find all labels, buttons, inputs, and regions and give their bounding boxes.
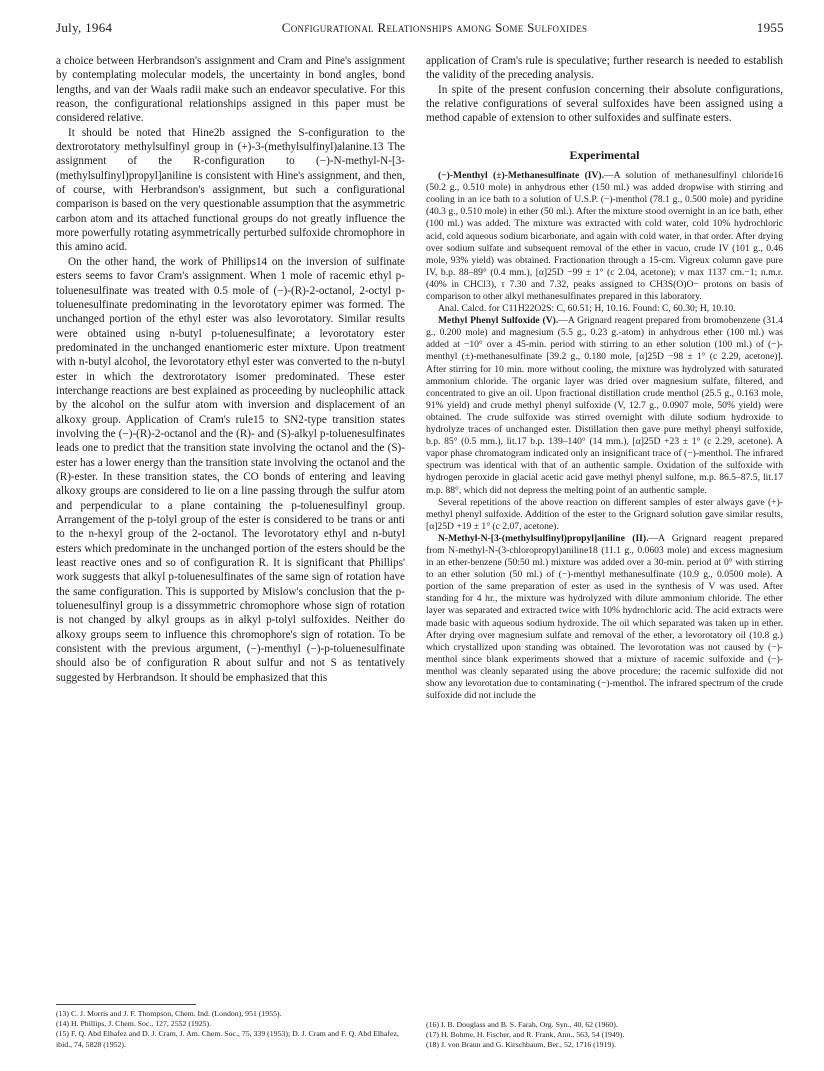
footnote: (14) H. Phillips, J. Chem. Soc., 127, 2552 (1925). bbox=[56, 1019, 212, 1029]
right-paragraph-1: application of Cram's rule is speculative; further research is needed to establish the validity of the preceding analysis. bbox=[426, 55, 783, 82]
experiment-heading: N-Methyl-N-[3-(methylsulfinyl)propyl]aniline (II). bbox=[438, 532, 649, 544]
footnote: (17) H. Bohme, H. Fischer, and R. Frank, Ann., 563, 54 (1949). bbox=[426, 1030, 625, 1040]
right-paragraph-2: In spite of the present confusion concerning their absolute configurations, the relative configurations of several sulfoxides have been assigned using a method capable of extension to other sulfoxides and sulfinate esters. bbox=[426, 83, 783, 125]
experiment-heading: (−)-Menthyl (±)-Methanesulfinate (IV). bbox=[438, 170, 605, 182]
header-running-title: Configurational Relationships among Some Sulfoxides bbox=[281, 20, 588, 35]
footnote: (16) I. B. Douglass and B. S. Farah, Org. Syn., 40, 62 (1960). bbox=[426, 1020, 618, 1029]
experiment-methylsulfinyl-propyl-aniline bbox=[426, 533, 783, 702]
experiment-analysis: Anal. Calcd. for C11H22O2S: C, 60.51; H, 10.16. Found: C, 60.30; H, 10.10. bbox=[438, 303, 736, 315]
footnote-rule bbox=[56, 1004, 196, 1005]
experimental-section bbox=[426, 170, 783, 702]
footnotes-right bbox=[426, 1020, 783, 1051]
footnote: (13) C. J. Morris and J. F. Thompson, Chem. Ind. (London), 951 (1955). bbox=[56, 1009, 282, 1018]
header-page-number: 1955 bbox=[756, 20, 784, 35]
header-date: July, 1964 bbox=[56, 20, 113, 35]
footnote: (18) J. von Braun and G. Kirschbaum, Ber., 52, 1716 (1919). bbox=[426, 1040, 616, 1050]
experiment-methyl-phenyl-sulfoxide bbox=[426, 315, 783, 496]
experiment-repetitions: Several repetitions of the above reaction on different samples of ester always gave (+)-methyl phenyl sulfoxide. Addition of the ester to the Grignard solution gave similar results, [α]25D +19 ± 1° (c 2.07, acetone). bbox=[426, 496, 783, 532]
experiment-text: —A solution of methanesulfinyl chloride16 (50.2 g., 0.510 mole) in anhydrous ether (150 ml.) was added dropwise with stirring and cooling in an ice bath to a solution of U.S.P. (−)-menthol (78.1 g., 0.500 mole) and pyridine (40.3 g., 0.510 mole) in ether (50 ml.). After the mixture stood overnight in an ice bath, ether (100 ml.) was added. The mixture was extracted with cold water, cold 10% hydrochloric acid, cold aqueous sodium bicarbonate, and again with cold water, in that order. After drying over sodium sulfate and subsequent removal of the ether in vacuo, crude IV (101 g., 0.46 mole, 93% yield) was obtained. Fractionation through a 15-cm. Vigreux column gave pure IV, b.p. 88–89° (0.4 mm.), [α]25D −99 ± 1° (c 2.04, acetone); ν max 1137 cm.−1; n.m.r. (40% in CHCl3), τ 7.30 and 7.32, peaks assigned to CH3S(O)O− protons on basis of comparison to other alkyl methanesulfinates prepared in this laboratory. bbox=[426, 170, 783, 302]
left-column bbox=[56, 54, 405, 685]
footnotes-left bbox=[56, 1004, 405, 1050]
left-paragraph-1: a choice between Herbrandson's assignment and Cram and Pine's assignment by contemplating molecular models, the uncertainty in bond angles, bond lengths, and van der Waals radii make such an endeavor speculative. For this reason, the configurational relationships assigned in this paper must be considered relative. bbox=[56, 55, 405, 125]
footnote: (15) F. Q. Abd Elhafez and D. J. Cram, J. Am. Chem. Soc., 75, 339 (1953); D. J. Cram and F. Q. Abd Elhafez, ibid., 74, 5828 (1952). bbox=[56, 1029, 399, 1049]
right-column bbox=[426, 54, 783, 702]
section-title-experimental: Experimental bbox=[569, 147, 640, 162]
experiment-text: —A Grignard reagent prepared from N-methyl-N-(3-chloropropyl)aniline18 (11.1 g., 0.0603 mole) and excess magnesium in an ether-benzene (50:50 ml.) mixture was added over a 30-min. period at 0° with stirring to an ether solution (50 ml.) of (−)-menthyl methanesulfinate (10.9 g., 0.0500 mole). A portion of the same preparation of ester as used in the synthesis of V was used. After standing for 4 hr., the mixture was hydrolyzed with dilute ammonium chloride. The ether layer was separated and extracted twice with 10% hydrochloric acid. The acid extracts were made basic with aqueous sodium hydroxide. The oil which separated was taken up in ether. After drying over magnesium sulfate and removal of the ether, a levorotatory oil (10.8 g.) which crystallized upon standing was obtained. The levorotation was not caused by (−)-menthol since blank experiments showed that a mixture of racemic sulfoxide and (−)-menthol was cleanly separated using the above procedure; the racemic sulfoxide did not show any levorotation due to contaminating (−)-menthol. The infrared spectrum of the crude sulfoxide did not include the bbox=[426, 532, 784, 702]
page-header bbox=[56, 20, 784, 40]
experiment-text: —A Grignard reagent prepared from bromobenzene (31.4 g., 0.200 mole) and magnesium (5.5 g., 0.23 g.-atom) in anhydrous ether (100 ml.) was added at −10° over a 45-min. period with stirring to an ether solution (100 ml.) of (−)-menthyl (±)-methanesulfinate [39.2 g., 0.180 mole, [α]25D −98 ± 1° (c 2.29, acetone)]. After stirring for 10 min. more without cooling, the mixture was hydrolyzed with saturated ammonium chloride. The organic layer was dried over magnesium sulfate, filtered, and concentrated to give an oil. Upon fractional distillation crude menthol (25.5 g., 0.163 mole, 91% yield) and crude methyl phenyl sulfoxide (V, 12.7 g., 0.0907 mole, 50% yield) were obtained. The crude sulfoxide was stirred overnight with dilute sodium hydroxide to hydrolyze traces of unchanged ester. Distillation then gave pure methyl phenyl sulfoxide, b.p. 85° (0.5 mm.), lit.17 b.p. 139–140° (14 mm.), [α]25D +23 ± 1° (c 2.29, acetone). A vapor phase chromatogram indicated only an insignificant trace of (−)-menthol. The infrared spectrum was identical with that of an authentic sample. Oxidation of the sulfoxide with hydrogen peroxide in glacial acetic acid gave methyl phenyl sulfone, m.p. 86.5–87.5, lit.17 m.p. 88°, which did not depress the melting point of an authentic sample. bbox=[426, 315, 783, 496]
experiment-menthyl-methanesulfinate bbox=[426, 170, 783, 303]
experiment-heading: Methyl Phenyl Sulfoxide (V). bbox=[438, 315, 559, 327]
left-paragraph-2: It should be noted that Hine2b assigned the S-configuration to the dextrorotatory methylsulfinyl group in (+)-3-(methylsulfinyl)alanine.13 The assignment of the R-configuration to (−)-N-methyl-N-[3-(methylsulfinyl)propyl]aniline is consistent with Hine's assignment, and then, of course, with Herbrandson's assignment, but such a configurational comparison is based on the very questionable assumption that the asymmetric carbon atom and its attached functional groups do not greatly influence the more powerfully rotating asymmetrically perturbed sulfoxide chromophore in this amino acid. bbox=[56, 126, 405, 254]
left-paragraph-3: On the other hand, the work of Phillips14 on the inversion of sulfinate esters seems to favor Cram's assignment. When 1 mole of racemic ethyl p-toluenesulfinate was treated with 0.5 mole of (−)-(R)-2-octanol, 2-octyl p-toluenesulfinate predominating in the levorotatory epimer was formed. The unchanged portion of the ethyl ester was also levorotatory. Similar results were obtained using n-butyl p-toluenesulfinate; a levorotatory ester predominated in the unchanged enantiomeric ester mixture. Upon treatment with n-butyl alcohol, the levorotatory ethyl ester was converted to the n-butyl ester in which the dextrorotatory isomer predominated. These ester interchange reactions are best explained as proceeding by nucleophilic attack by the alcohol on the sulfur atom with inversion and displacement of an alkoxy group. Application of Cram's rule15 to SN2-type transition states involving the (−)-(R)-2-octanol and the (R)- and (S)-alkyl p-toluenesulfinates leads one to predict that the transition state involving the octanol and the (S)-ester has a lower energy than the transition state involving the octanol and the (R)-ester. In these transition states, the CO bonds of entering and leaving alkoxy groups are considered to lie on a line passing through the sulfur atom and perpendicular to a plane containing the p-toluenesulfinyl group. Arrangement of the p-tolyl group of the ester is considered to be trans or anti to the n-hexyl group of the 2-octanol. The levorotatory ethyl and n-butyl esters which predominate in the unchanged portion of the esters should be the least reactive ones and so of configuration R. It is significant that Phillips' work suggests that alkyl p-toluenesulfinates of the same sign of rotation have the same configuration. This is supported by Mislow's conclusion that the p-toluenesulfinyl group is a dissymmetric chromophore whose sign of rotation is not changed by alkyl groups as in alkyl p-tolyl sulfoxides. Neither do alkoxy groups seem to influence this chromophore's sign of rotation. To be consistent with the previous argument, (−)-menthyl (−)-p-toluenesulfinate should also be of configuration R about sulfur and not S as tentatively suggested by Herbrandson. It should be emphasized that this bbox=[56, 255, 405, 684]
